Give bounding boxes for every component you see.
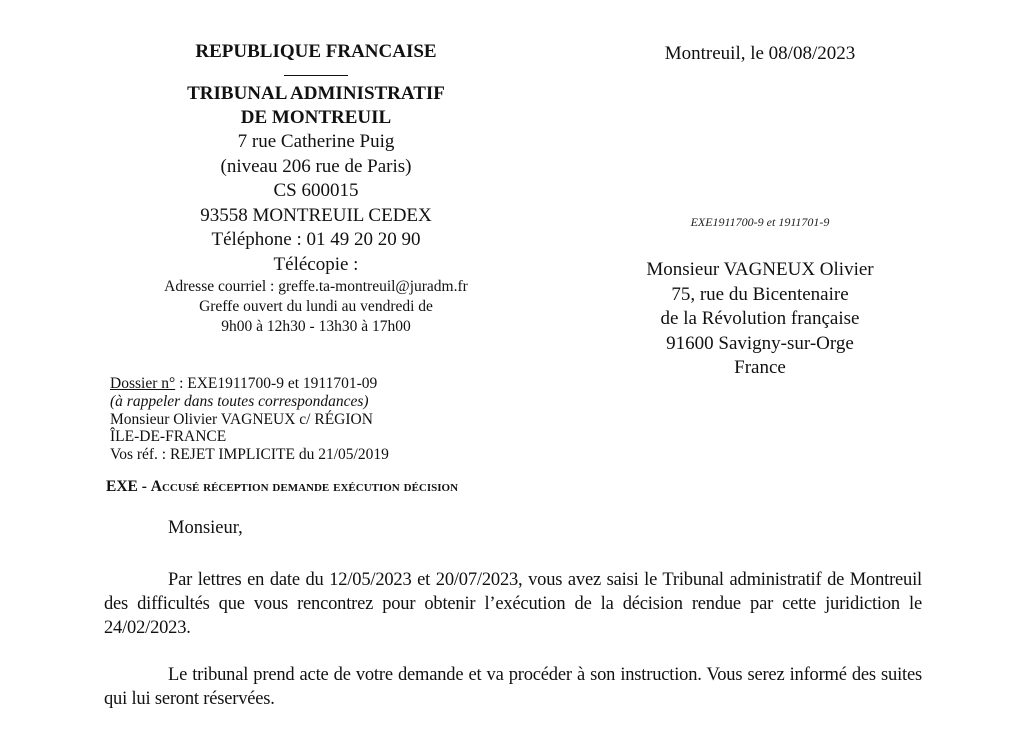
letter-date: Montreuil, le 08/08/2023 (664, 43, 856, 64)
subject-text: Accusé réception demande exécution décision (150, 478, 459, 495)
dossier-label: Dossier n° (110, 375, 176, 392)
court-address-city: 93558 MONTREUIL CEDEX (200, 204, 432, 226)
court-hours-line2: 9h00 à 12h30 - 13h30 à 17h00 (221, 318, 411, 335)
court-name-line1: TRIBUNAL ADMINISTRATIF (187, 83, 445, 104)
body-paragraph-2: Le tribunal prend acte de votre demande et va procéder à son instruction. Vous serez informé des suites qui lui seront réservées. (104, 665, 922, 709)
recipient-city: 91600 Savigny-sur-Orge (666, 332, 854, 354)
court-hours-line1: Greffe ouvert du lundi au vendredi de (199, 298, 433, 315)
case-reference: EXE1911700-9 et 1911701-9 (690, 215, 830, 229)
court-letterhead (100, 40, 532, 337)
court-phone: Téléphone : 01 49 20 20 90 (211, 229, 421, 250)
body-paragraph-1: Par lettres en date du 12/05/2023 et 20/07/2023, vous avez saisi le Tribunal administratif de Montreuil des difficultés que vous rencontrez pour obtenir l’exécution de la décision rendue par cette juridiction le 24/02/2023. (104, 570, 922, 638)
salutation: Monsieur, (168, 518, 243, 538)
dossier-block (110, 375, 389, 464)
republic-heading: REPUBLIQUE FRANCAISE (195, 41, 437, 62)
court-fax: Télécopie : (273, 253, 359, 275)
recipient-name: Monsieur VAGNEUX Olivier (646, 259, 874, 280)
dossier-value: : EXE1911700-9 et 1911701-09 (175, 375, 378, 392)
court-address-cs: CS 600015 (273, 180, 359, 201)
dossier-reminder: (à rappeler dans toutes correspondances) (110, 392, 369, 410)
header-separator (284, 75, 348, 76)
court-email: Adresse courriel : greffe.ta-montreuil@juradm.fr (164, 278, 468, 295)
dossier-number (110, 375, 389, 393)
court-address-level: (niveau 206 rue de Paris) (220, 155, 412, 177)
letter-subject (106, 478, 458, 496)
recipient-country: France (734, 357, 786, 378)
dossier-your-ref: Vos réf. : REJET IMPLICITE du 21/05/2019 (110, 446, 389, 464)
dossier-parties-line2: ÎLE-DE-FRANCE (110, 428, 227, 446)
recipient-address (600, 258, 920, 381)
court-name-line2: DE MONTREUIL (240, 107, 392, 128)
recipient-street-cont: de la Révolution française (660, 308, 860, 329)
subject-prefix: EXE - (106, 478, 151, 495)
recipient-street: 75, rue du Bicentenaire (671, 283, 849, 305)
court-address-street: 7 rue Catherine Puig (237, 131, 395, 152)
dossier-parties-line1: Monsieur Olivier VAGNEUX c/ RÉGION (110, 410, 373, 428)
